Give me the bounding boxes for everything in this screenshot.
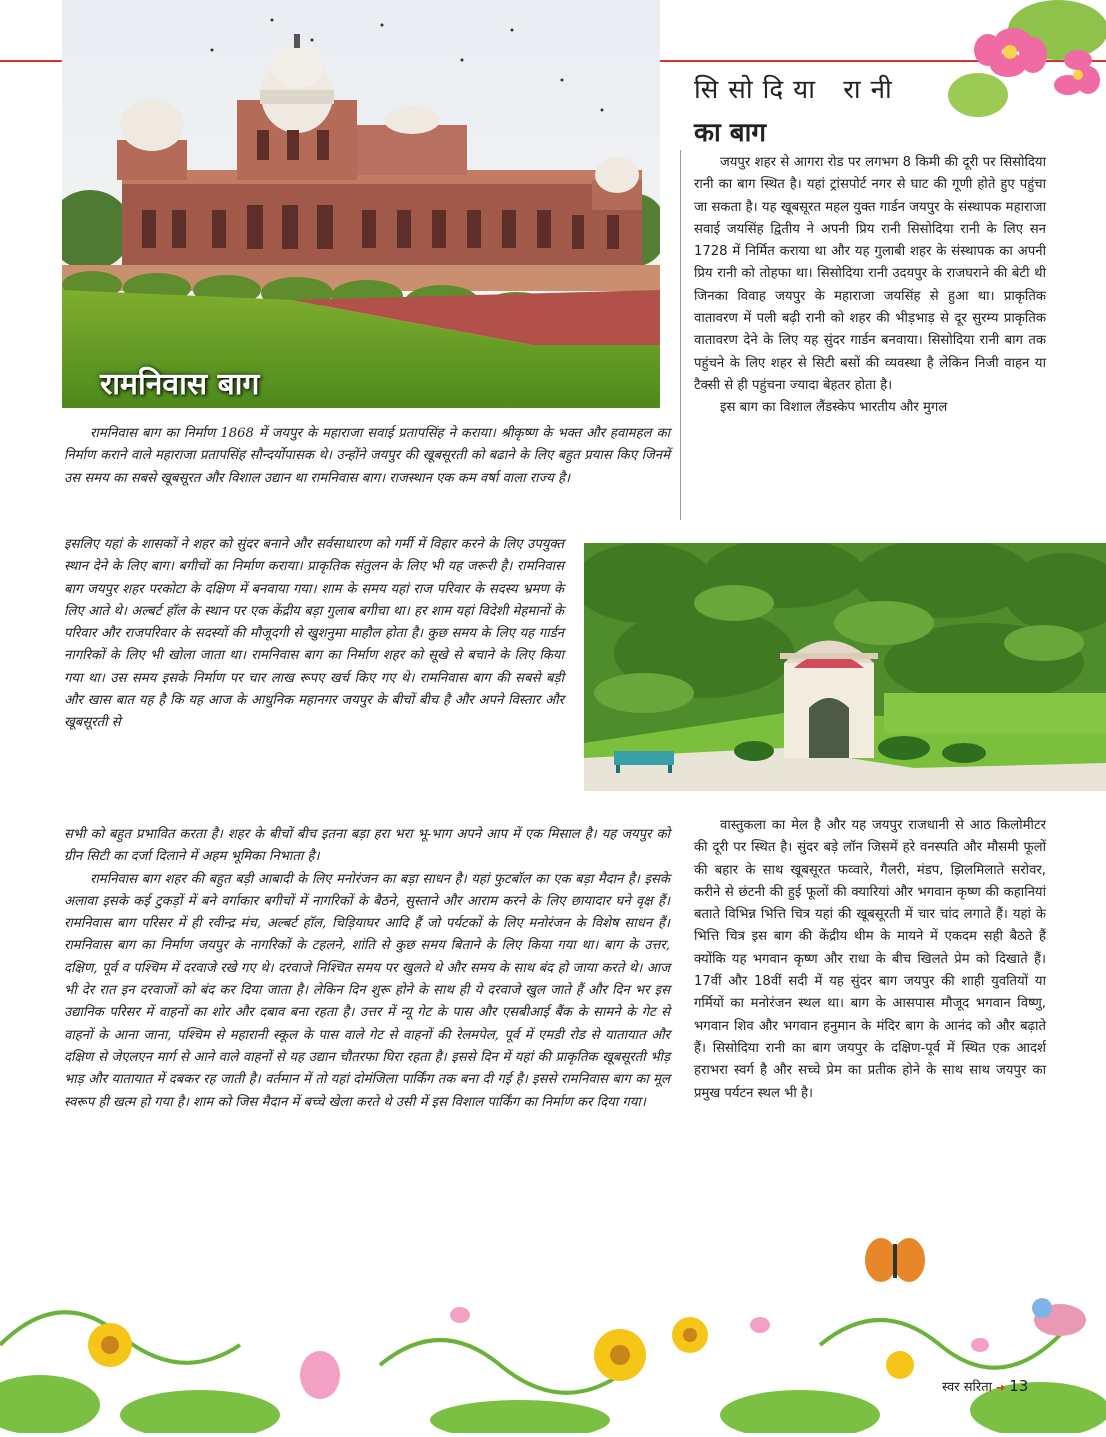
ramniwas-text-wide-bottom (64, 824, 670, 1114)
ramniwas-text-wide-top (64, 423, 670, 490)
section-heading: सिसोदिया रानी (694, 75, 902, 105)
ramniwas-text-narrow (64, 534, 564, 735)
flower-border-decoration (0, 1225, 1106, 1433)
pink-flower-decoration (938, 0, 1106, 130)
paragraph: इसलिए यहां के शासकों ने शहर को सुंदर बनाने और सर्वसाधारण को गर्मी में विहार करने के लिए उपयुक्त स्थान देने के लिए बाग। बगीचों का निर्माण कराया। प्राकृतिक संतुलन के लिए भी यह जरूरी है। रामनिवास बाग जयपुर शहर परकोटा के दक्षिण में बनवाया गया। शाम के समय यहां राज परिवार के सदस्य भ्रमण के लिए आते थे। अल्बर्ट हॉल के स्थान पर एक केंद्रीय बड़ा गुलाब बगीचा था। हर शाम यहां विदेशी मेहमानों के परिवार और राजपरिवार के सदस्यों की मौजूदगी से खुशनुमा माहौल होता है। कुछ समय के लिए यह गार्डन नागरिकों के लिए भी खोला जाता था। रामनिवास बाग का निर्माण शहर को सूखे से बचाने के लिए किया गया था। उस समय इसके निर्माण पर चार लाख रूपए खर्च किए गए थे। रामनिवास बाग की सबसे बड़ी और खास बात यह है कि यह आज के आधुनिक महानगर जयपुर के बीचों बीच है और अपने विस्तार और खूबसूरती से (64, 537, 564, 731)
sisodia-rani-text-top (694, 152, 1046, 420)
magazine-name: स्वर सरिता (942, 1380, 992, 1395)
arrow-icon: ➜ (995, 1381, 1006, 1394)
page-number: 13 (1009, 1377, 1029, 1395)
paragraph: सभी को बहुत प्रभावित करता है। शहर के बीचों बीच इतना बड़ा हरा भरा भू-भाग अपने आप में एक मिसाल है। यह जयपुर को ग्रीन सिटी का दर्जा दिलाने में अहम भूमिका निभाता है। (64, 827, 670, 865)
section-subheading: का बाग (694, 118, 766, 148)
ramniwas-bagh-photo (62, 0, 660, 408)
paragraph: इस बाग का विशाल लैंडस्केप भारतीय और मुगल (720, 400, 948, 416)
paragraph: वास्तुकला का मेल है और यह जयपुर राजधानी से आठ किलोमीटर की दूरी पर स्थित है। सुंदर बड़े लॉन जिसमें हरे वनस्पति और मौसमी फूलों की बहार के साथ खूबसूरत फव्वारे, गैलरी, मंडप, झिलमिलाते सरोवर, करीने से छंटनी की हुई फूलों की क्यारियां और भगवान कृष्ण की कहानियां बताते विभिन्न भित्ति चित्र यहां की खूबसूरती में चार चांद लगाते हैं। यहां के भित्ति चित्र इस बाग की केंद्रीय थीम के मायने में एकदम सही बैठते हैं क्योंकि यह भगवान कृष्ण और राधा के बीच खिलते प्रेम को दिखाते हैं। 17वीं और 18वीं सदी में यह सुंदर बाग जयपुर की शाही युवतियों या गर्मियों का मनोरंजन स्थल था। बाग के आसपास मौजूद भगवान विष्णु, भगवान शिव और भगवान हनुमान के मंदिर बाग के आनंद को और बढ़ाते हैं। सिसोदिया रानी का बाग जयपुर के दक्षिण-पूर्व में स्थित एक आदर्श हराभरा स्वर्ग है और सच्चे प्रेम का प्रतीक होने के साथ साथ जयपुर का प्रमुख पर्यटन स्थल भी है। (694, 818, 1046, 1101)
page-footer (942, 1377, 1028, 1395)
paragraph: रामनिवास बाग का निर्माण 1868 में जयपुर के महाराजा सवाई प्रतापसिंह ने कराया। श्रीकृष्ण के भक्त और हवामहल का निर्माण कराने वाले महाराजा प्रतापसिंह सौन्दर्योपासक थे। उन्होंने जयपुर की खूबसूरती को बढाने के लिए बहुत प्रयास किए जिनमें उस समय का सबसे खूबसूरत और विशाल उद्यान था रामनिवास बाग। राजस्थान एक कम वर्षा वाला राज्य है। (64, 426, 670, 486)
sisodia-rani-text-bottom (694, 815, 1046, 1105)
sisodia-rani-garden-photo (584, 543, 1106, 791)
column-divider (680, 150, 681, 520)
photo-caption: रामनिवास बाग (100, 367, 260, 402)
paragraph: रामनिवास बाग शहर की बहुत बड़ी आबादी के लिए मनोरंजन का बड़ा साधन है। यहां फुटबॉल का एक बड़ा मैदान है। इसके अलावा इसके कई टुकड़ों में बने वर्गाकार बगीचों में नागरिकों के बैठने, सुस्ताने और आराम करने के लिए छायादार घने वृक्ष हैं। रामनिवास बाग परिसर में ही रवीन्द्र मंच, अल्बर्ट हॉल, चिड़ियाघर आदि हैं जो पर्यटकों के लिए मनोरंजन के विशेष साधन हैं। रामनिवास बाग का निर्माण जयपुर के नागरिकों के टहलने, शांति से कुछ समय बिताने के लिए किया गया था। बाग के उत्तर, दक्षिण, पूर्व व पश्चिम में दरवाजे रखे गए थे। दरवाजे निश्चित समय पर खुलते थे और समय के साथ बंद हो जाया करते थे। आज भी देर रात इन दरवाजों को बंद कर दिया जाता है। लेकिन दिन शुरू होने के साथ ही ये दरवाजे खुल जाते हैं और दिन भर इस उद्यानिक परिसर में वाहनों का शोर और दबाव बना रहता है। उत्तर में न्यू गेट के पास और एसबीआई बैंक के सामने के गेट से वाहनों के आना जाना, पश्चिम से महारानी स्कूल के पास वाले गेट से वाहनों की रेलमपेल, पूर्व में एमडी रोड से यातायात और दक्षिण से जेएलएन मार्ग से आने वाले वाहनों से यह उद्यान चौतरफा घिरा रहता है। इससे दिन में यहां की प्राकृतिक खूबसूरती भीड़ भाड़ और यातायात में दबकर रह जाती है। वर्तमान में तो यहां दोमंजिला पार्किंग तक बना दी गई है। इससे रामनिवास बाग का मूल स्वरूप ही खत्म हो गया है। शाम को जिस मैदान में बच्चे खेला करते थे उसी में इस विशाल पार्किंग का निर्माण कर दिया गया। (64, 871, 670, 1110)
paragraph: जयपुर शहर से आगरा रोड पर लगभग 8 किमी की दूरी पर सिसोदिया रानी का बाग स्थित है। यहां ट्रांसपोर्ट नगर से घाट की गूणी होते हुए पहुंचा जा सकता है। यह खूबसूरत महल युक्त गार्डन जयपुर के संस्थापक महाराजा सवाई जयसिंह द्वितीय ने अपनी प्रिय रानी सिसोदिया रानी के लिए सन 1728 में निर्मित कराया था और यह गुलाबी शहर के संस्थापक का अपनी प्रिय रानी को तोहफा था। सिसोदिया रानी उदयपुर के राजघराने की बेटी थी जिनका विवाह जयपुर के महाराजा जयसिंह से हुआ था। प्राकृतिक वातावरण में पली बढ़ी रानी को शहर की भीड़भाड़ से दूर सुरम्य प्राकृतिक वातावरण देने के लिए यह सुंदर गार्डन बनवाया। सिसोदिया रानी बाग तक पहुंचने के लिए शहर से सिटी बसों की व्यवस्था है लेकिन निजी वाहन या टैक्सी से ही पहुंचना ज्यादा बेहतर होता है। (694, 155, 1046, 393)
